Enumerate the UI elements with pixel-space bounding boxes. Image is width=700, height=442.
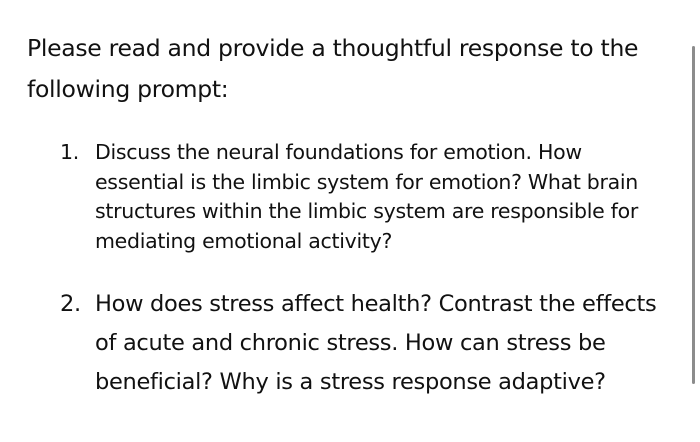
prompt-item-1 [60,138,670,256]
prompt-list [60,138,670,402]
item-text-1: Discuss the neural foundations for emotion. How essential is the limbic system for emotion? What brain structures within the limbic system are responsible for mediating emotional activity? [95,140,638,253]
item-number-2: 2. [60,291,81,317]
prompt-item-2 [60,285,670,402]
item-number-1: 1. [60,140,79,164]
item-text-2: How does stress affect health? Contrast the effects of acute and chronic stress. How can stress be beneficial? Why is a stress response adaptive? [95,291,657,395]
vertical-scrollbar[interactable] [692,46,695,384]
prompt-intro: Please read and provide a thoughtful response to the following prompt: [27,34,639,103]
